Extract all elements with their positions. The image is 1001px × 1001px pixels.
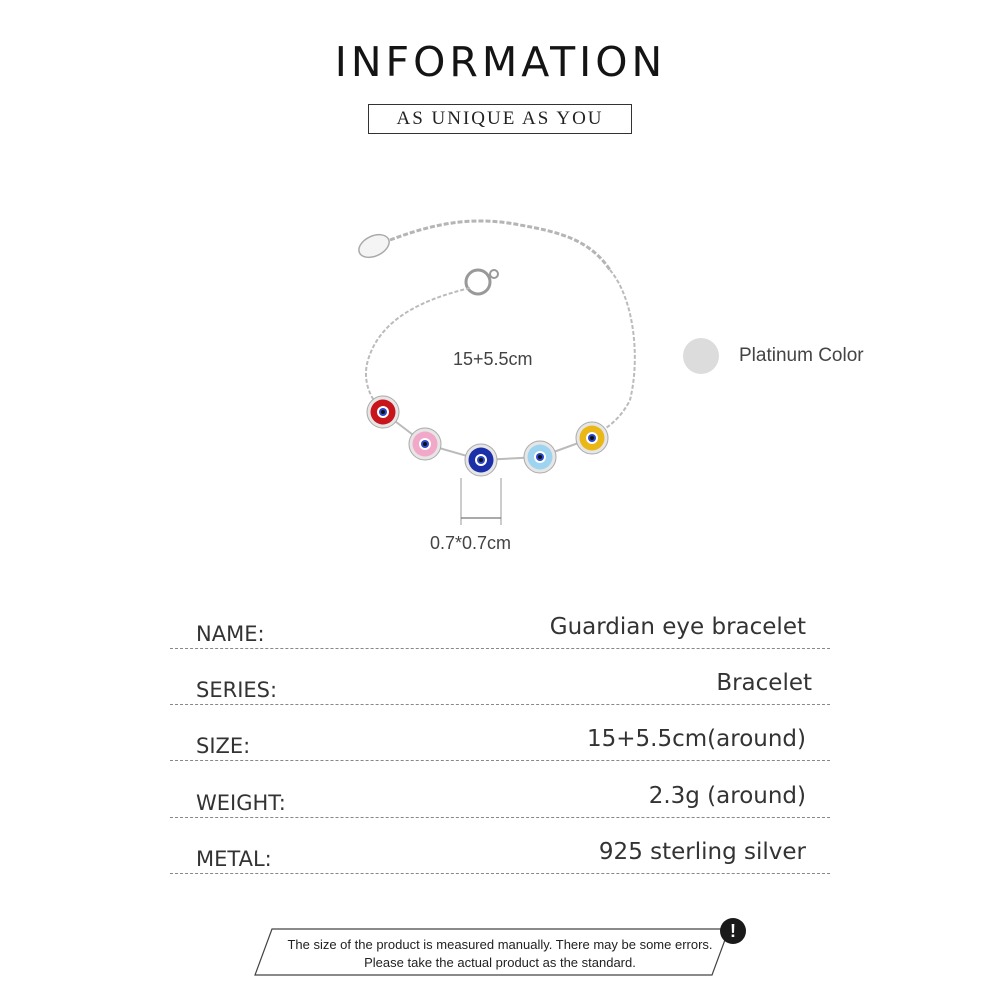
page-subtitle: AS UNIQUE AS YOU [368,104,632,134]
spec-value: 925 sterling silver [598,839,806,865]
bracelet-tag [355,230,392,262]
spec-row-metal [170,817,830,874]
evil-eye-bead [465,444,497,476]
bead-dimension-label: 0.7*0.7cm [430,533,512,553]
evil-eye-bead [409,428,441,460]
bracelet-image [340,200,670,570]
exclamation-icon: ! [720,918,746,944]
spec-row-size [170,704,830,761]
lobster-clasp [466,270,490,294]
evil-eye-bead [524,441,556,473]
spec-value: 2.3g (around) [648,783,806,809]
length-dimension-label: 15+5.5cm [453,349,533,369]
spec-label: WEIGHT: [196,791,286,815]
right-chain [592,270,635,436]
notice-text-line1: The size of the product is measured manually. There may be some errors. [287,937,713,952]
spec-value: Guardian eye bracelet [549,614,806,640]
evil-eye-bead [576,422,608,454]
platinum-color-swatch[interactable] [683,338,719,374]
spec-value: Bracelet [716,670,812,696]
notice-text-line2: Please take the actual product as the standard. [364,955,636,970]
extension-chain [390,221,610,270]
spec-label: METAL: [196,847,272,871]
spec-row-weight [170,761,830,818]
spec-row-name [170,592,830,649]
spec-value: 15+5.5cm(around) [587,726,806,752]
spec-row-series [170,648,830,705]
evil-eye-bead [367,396,399,428]
spec-label: NAME: [196,622,265,646]
page-title: INFORMATION [334,38,667,86]
spec-label: SIZE: [196,734,251,758]
color-option-label: Platinum Color [739,345,864,366]
spec-label: SERIES: [196,678,278,702]
